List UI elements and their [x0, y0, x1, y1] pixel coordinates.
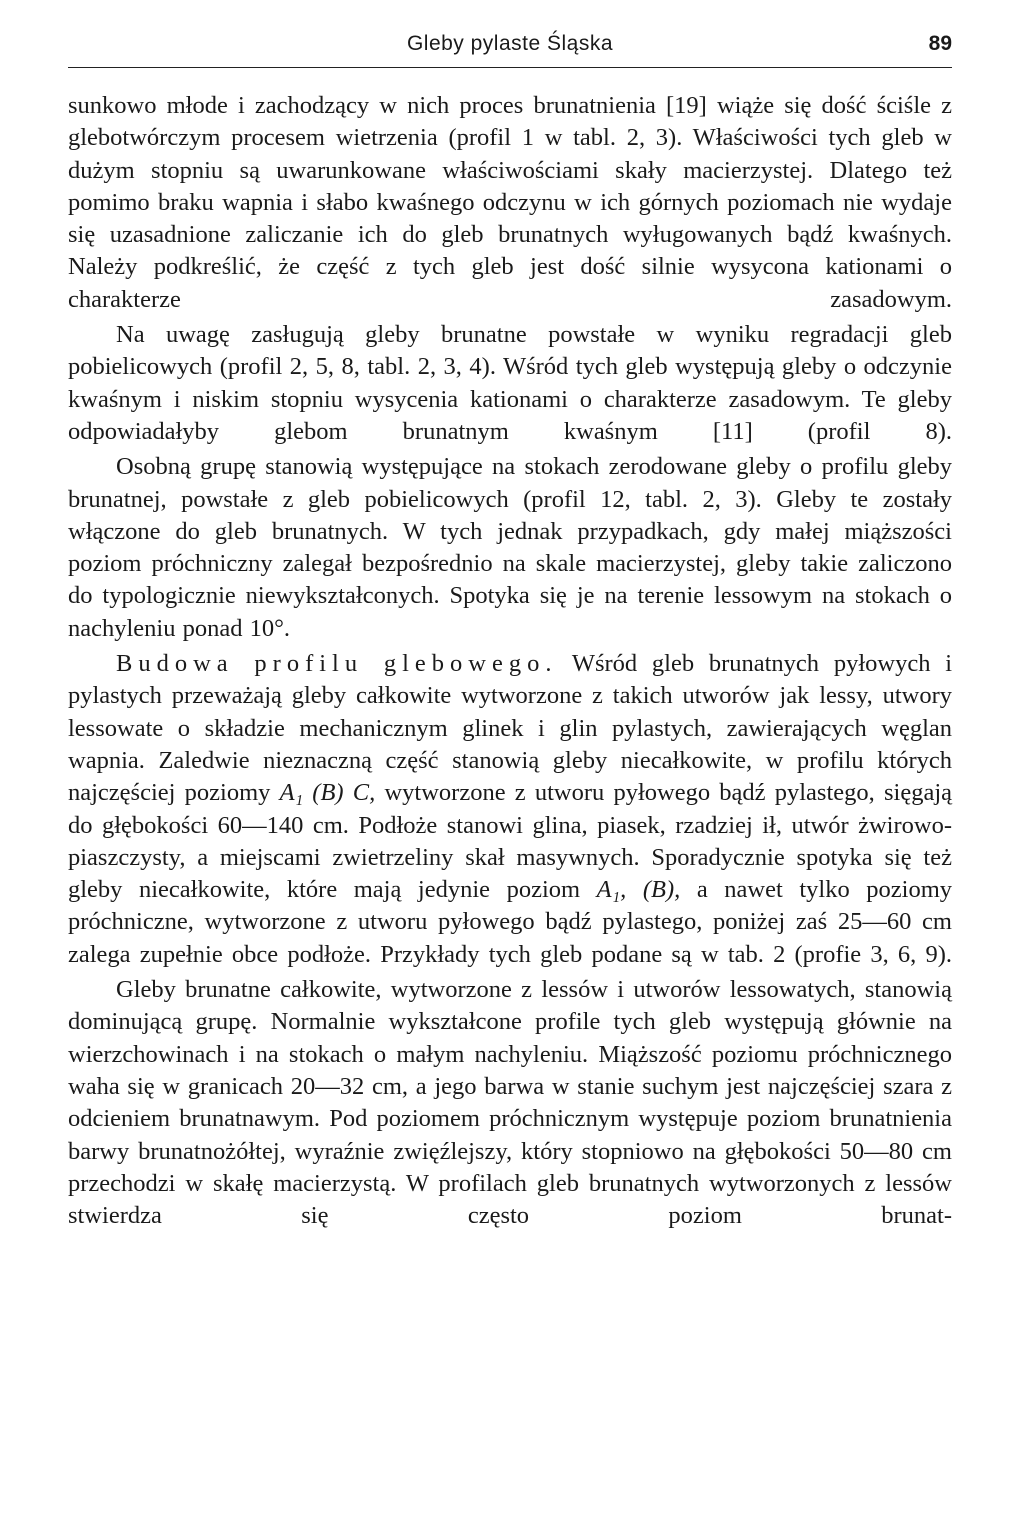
paragraph-5: Gleby brunatne całkowite, wytworzone z lessów i utworów lessowatych, stanowią dominującą grupę. Normalnie wykształcone profile tych gleb występują głównie na wierzchowinach i na stokach o małym nachyleniu. Miąższość poziomu próchnicznego waha się w granicach 20—32 cm, a jego barwa w stanie suchym jest najczęściej szara z odcieniem brunatnawym. Pod poziomem próchnicznym występuje poziom brunatnienia barwy brunatnożółtej, wyraźnie zwięźlejszy, który stopniowo na głębokości 50—80 cm przechodzi w skałę macierzystą. W profilach gleb brunatnych wytworzonych z lessów stwierdza się często poziom brunat- — [68, 976, 952, 1230]
horizon-symbols-a: A₁ (B) C, — [279, 779, 376, 807]
paragraph-4-text-c: a nawet tylko poziomy próchniczne, wytworzone z utworu pyłowego bądź pylastego, poniżej zaś 25—60 cm zalega zupełnie obce podłoże. Przykłady tych gleb podane są w tab. 2 (profie 3, 6, 9). — [68, 876, 952, 968]
paragraph-1: sunkowo młode i zachodzący w nich proces brunatnienia [19] wiąże się dość ściśle z glebotwórczym procesem wietrzenia (profil 1 w tabl. 2, 3). Właściwości tych gleb w dużym stopniu są uwarunkowane właściwościami skały macierzystej. Dlatego też pomimo braku wapnia i słabo kwaśnego odczynu w ich górnych poziomach nie wydaje się uzasadnione zaliczanie ich do gleb brunatnych wyługowanych bądź kwaśnych. Należy podkreślić, że część z tych gleb jest dość silnie wysycona kationami o charakterze zasadowym. — [68, 92, 952, 313]
horizon-symbols-b: A₁, (B), — [596, 876, 681, 904]
paragraph-3: Osobną grupę stanowią występujące na stokach zerodowane gleby o profilu gleby brunatnej, powstałe z gleb pobielicowych (profil 12, tabl. 2, 3). Gleby te zostały włączone do gleb brunatnych. W tych jednak przypadkach, gdy małej miąższości poziom próchniczny zalegał bezpośrednio na skale macierzystej, gleby takie zaliczono do typologicznie niewykształconych. Spotyka się je na terenie lessowym na stokach o nachyleniu ponad 10°. — [68, 453, 952, 642]
paragraph-4-text-a: Wśród gleb brunatnych pyłowych i pylastych przeważają gleby całkowite wytworzone z takich utworów jak lessy, utwory lessowate o składzie mechanicznym glinek i glin pylastych, zawierających węglan wapnia. Zaledwie nieznaczną część stanowią gleby niecałkowite, w profilu których najczęściej poziomy — [68, 650, 953, 807]
header-rule — [68, 67, 952, 68]
body-text — [68, 90, 952, 1232]
page-number: 89 — [928, 32, 952, 55]
paragraph-2: Na uwagę zasługują gleby brunatne powstałe w wyniku regradacji gleb pobielicowych (profil 2, 5, 8, tabl. 2, 3, 4). Wśród tych gleb występują gleby o odczynie kwaśnym i niskim stopniu wysycenia kationami o charakterze zasadowym. Te gleby odpowiadałyby glebom brunatnym kwaśnym [11] (profil 8). — [68, 321, 952, 445]
running-head — [68, 30, 952, 64]
paragraph-4 — [68, 648, 952, 971]
paragraph-4-text-b: wytworzone z utworu pyłowego bądź pylastego, sięgają do głębokości 60—140 cm. Podłoże stanowi glina, piasek, rzadziej ił, utwór żwirowo-piaszczysty, a miejscami zwietrzeliny skał masywnych. Sporadycznie spotyka się też gleby niecałkowite, które mają jedynie poziom — [68, 779, 952, 904]
section-heading: Budowa profilu glebowego. — [116, 650, 558, 678]
running-title: Gleby pylaste Śląska — [406, 32, 614, 55]
